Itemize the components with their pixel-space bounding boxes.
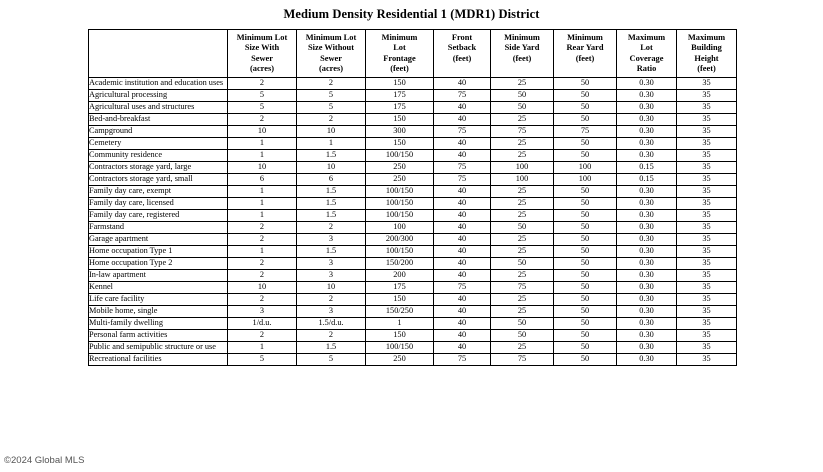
cell-use-label: Kennel (89, 282, 228, 294)
cell-value: 100 (491, 174, 554, 186)
cell-value: 35 (677, 270, 737, 282)
cell-value: 300 (366, 126, 434, 138)
column-header-use (89, 30, 228, 78)
cell-value: 40 (434, 246, 491, 258)
table-row (89, 246, 737, 258)
cell-value: 35 (677, 222, 737, 234)
cell-value: 100 (554, 174, 617, 186)
cell-value: 35 (677, 162, 737, 174)
cell-value: 40 (434, 318, 491, 330)
cell-value: 35 (677, 234, 737, 246)
cell-value: 40 (434, 198, 491, 210)
cell-value: 35 (677, 246, 737, 258)
cell-value: 5 (297, 90, 366, 102)
cell-value: 3 (297, 306, 366, 318)
cell-value: 0.30 (617, 354, 677, 366)
table-row (89, 198, 737, 210)
cell-value: 35 (677, 78, 737, 90)
cell-value: 100/150 (366, 246, 434, 258)
cell-value: 50 (554, 306, 617, 318)
cell-use-label: Agricultural processing (89, 90, 228, 102)
cell-value: 50 (554, 294, 617, 306)
table-row (89, 234, 737, 246)
cell-value: 50 (491, 318, 554, 330)
cell-value: 1.5 (297, 186, 366, 198)
cell-value: 50 (554, 150, 617, 162)
cell-use-label: Agricultural uses and structures (89, 102, 228, 114)
cell-value: 1 (228, 342, 297, 354)
cell-value: 1 (228, 198, 297, 210)
cell-value: 100 (366, 222, 434, 234)
cell-value: 25 (491, 294, 554, 306)
table-row (89, 330, 737, 342)
table-row (89, 78, 737, 90)
cell-value: 1 (297, 138, 366, 150)
column-header-front-setback: Front Setback (feet) (434, 30, 491, 78)
cell-value: 2 (228, 234, 297, 246)
cell-use-label: Farmstand (89, 222, 228, 234)
table-row (89, 174, 737, 186)
cell-value: 75 (554, 126, 617, 138)
cell-value: 175 (366, 90, 434, 102)
page-title: Medium Density Residential 1 (MDR1) District (283, 7, 540, 21)
cell-value: 2 (297, 114, 366, 126)
cell-value: 0.30 (617, 342, 677, 354)
cell-value: 50 (554, 258, 617, 270)
cell-value: 1 (228, 246, 297, 258)
table-row (89, 138, 737, 150)
cell-value: 5 (228, 354, 297, 366)
copyright-notice: ©2024 Global MLS (4, 455, 85, 466)
cell-value: 3 (228, 306, 297, 318)
table-row (89, 126, 737, 138)
cell-value: 40 (434, 258, 491, 270)
cell-value: 75 (434, 126, 491, 138)
cell-value: 50 (554, 138, 617, 150)
cell-value: 1 (228, 186, 297, 198)
cell-value: 2 (228, 258, 297, 270)
cell-value: 40 (434, 222, 491, 234)
cell-value: 1 (366, 318, 434, 330)
cell-value: 150/250 (366, 306, 434, 318)
cell-value: 50 (554, 222, 617, 234)
cell-value: 150 (366, 138, 434, 150)
cell-value: 0.30 (617, 234, 677, 246)
cell-value: 50 (491, 222, 554, 234)
table-row (89, 150, 737, 162)
cell-value: 50 (554, 330, 617, 342)
cell-value: 0.30 (617, 294, 677, 306)
cell-value: 25 (491, 198, 554, 210)
zoning-table-container (88, 29, 736, 366)
cell-value: 40 (434, 342, 491, 354)
cell-value: 25 (491, 114, 554, 126)
cell-value: 5 (297, 102, 366, 114)
cell-use-label: Mobile home, single (89, 306, 228, 318)
cell-value: 40 (434, 186, 491, 198)
zoning-dimensional-table (88, 29, 737, 366)
cell-value: 10 (228, 126, 297, 138)
table-row (89, 102, 737, 114)
cell-value: 0.30 (617, 90, 677, 102)
cell-value: 25 (491, 342, 554, 354)
table-row (89, 90, 737, 102)
cell-value: 25 (491, 78, 554, 90)
cell-value: 0.30 (617, 330, 677, 342)
cell-value: 0.30 (617, 114, 677, 126)
cell-value: 50 (491, 258, 554, 270)
cell-value: 3 (297, 270, 366, 282)
cell-value: 175 (366, 282, 434, 294)
cell-value: 2 (228, 222, 297, 234)
cell-value: 1 (228, 138, 297, 150)
cell-value: 150/200 (366, 258, 434, 270)
cell-value: 5 (228, 90, 297, 102)
table-header-row (89, 30, 737, 78)
cell-value: 50 (554, 114, 617, 126)
cell-value: 1 (228, 150, 297, 162)
cell-value: 250 (366, 354, 434, 366)
cell-value: 25 (491, 150, 554, 162)
cell-value: 2 (228, 114, 297, 126)
cell-value: 2 (228, 330, 297, 342)
cell-value: 5 (297, 354, 366, 366)
table-row (89, 210, 737, 222)
cell-value: 200/300 (366, 234, 434, 246)
cell-value: 50 (554, 186, 617, 198)
cell-value: 35 (677, 138, 737, 150)
cell-value: 75 (434, 174, 491, 186)
column-header-min-lot-size-with-sewer: Minimum Lot Size With Sewer (acres) (228, 30, 297, 78)
cell-value: 35 (677, 318, 737, 330)
cell-value: 50 (554, 90, 617, 102)
cell-value: 1.5 (297, 342, 366, 354)
cell-value: 35 (677, 174, 737, 186)
cell-value: 50 (554, 282, 617, 294)
cell-use-label: Personal farm activities (89, 330, 228, 342)
cell-value: 200 (366, 270, 434, 282)
cell-value: 1.5 (297, 210, 366, 222)
cell-value: 50 (491, 330, 554, 342)
cell-value: 35 (677, 294, 737, 306)
cell-value: 0.30 (617, 138, 677, 150)
cell-value: 0.30 (617, 126, 677, 138)
cell-value: 100/150 (366, 150, 434, 162)
cell-value: 150 (366, 114, 434, 126)
cell-value: 1.5/d.u. (297, 318, 366, 330)
cell-use-label: Life care facility (89, 294, 228, 306)
cell-value: 40 (434, 330, 491, 342)
cell-value: 75 (491, 354, 554, 366)
cell-value: 50 (554, 246, 617, 258)
cell-value: 40 (434, 78, 491, 90)
cell-value: 2 (297, 222, 366, 234)
cell-value: 0.15 (617, 162, 677, 174)
cell-value: 150 (366, 330, 434, 342)
cell-value: 50 (554, 102, 617, 114)
cell-value: 1.5 (297, 246, 366, 258)
cell-value: 50 (554, 342, 617, 354)
cell-use-label: Multi-family dwelling (89, 318, 228, 330)
cell-value: 2 (228, 78, 297, 90)
cell-use-label: Cemetery (89, 138, 228, 150)
column-header-min-side-yard: Minimum Side Yard (feet) (491, 30, 554, 78)
cell-value: 35 (677, 150, 737, 162)
cell-use-label: Home occupation Type 1 (89, 246, 228, 258)
cell-value: 0.30 (617, 102, 677, 114)
table-row (89, 270, 737, 282)
cell-value: 35 (677, 306, 737, 318)
cell-value: 150 (366, 78, 434, 90)
cell-value: 2 (228, 270, 297, 282)
cell-value: 25 (491, 138, 554, 150)
cell-value: 6 (297, 174, 366, 186)
cell-use-label: Family day care, licensed (89, 198, 228, 210)
cell-value: 10 (228, 282, 297, 294)
cell-value: 75 (434, 282, 491, 294)
cell-use-label: Family day care, exempt (89, 186, 228, 198)
cell-value: 0.30 (617, 282, 677, 294)
cell-value: 100/150 (366, 186, 434, 198)
cell-value: 40 (434, 306, 491, 318)
column-header-max-building-height: Maximum Building Height (feet) (677, 30, 737, 78)
cell-value: 1 (228, 210, 297, 222)
cell-value: 10 (297, 126, 366, 138)
table-row (89, 258, 737, 270)
cell-value: 35 (677, 330, 737, 342)
cell-value: 35 (677, 210, 737, 222)
table-row (89, 354, 737, 366)
cell-value: 2 (297, 330, 366, 342)
table-row (89, 294, 737, 306)
cell-use-label: Recreational facilities (89, 354, 228, 366)
table-row (89, 114, 737, 126)
cell-value: 150 (366, 294, 434, 306)
cell-value: 75 (434, 90, 491, 102)
cell-value: 35 (677, 282, 737, 294)
cell-value: 40 (434, 210, 491, 222)
cell-value: 35 (677, 102, 737, 114)
cell-use-label: Contractors storage yard, large (89, 162, 228, 174)
table-row (89, 306, 737, 318)
cell-value: 0.30 (617, 150, 677, 162)
cell-value: 0.30 (617, 198, 677, 210)
cell-use-label: Home occupation Type 2 (89, 258, 228, 270)
table-row (89, 342, 737, 354)
table-body (89, 78, 737, 366)
cell-value: 0.30 (617, 258, 677, 270)
cell-value: 35 (677, 186, 737, 198)
cell-value: 50 (554, 78, 617, 90)
cell-value: 40 (434, 114, 491, 126)
cell-value: 35 (677, 126, 737, 138)
table-row (89, 186, 737, 198)
cell-value: 2 (297, 294, 366, 306)
cell-value: 40 (434, 102, 491, 114)
cell-value: 1/d.u. (228, 318, 297, 330)
cell-value: 50 (491, 102, 554, 114)
cell-value: 250 (366, 162, 434, 174)
cell-value: 50 (554, 318, 617, 330)
cell-value: 10 (228, 162, 297, 174)
cell-value: 100 (491, 162, 554, 174)
cell-value: 50 (554, 198, 617, 210)
cell-use-label: Campground (89, 126, 228, 138)
cell-value: 40 (434, 150, 491, 162)
column-header-min-lot-size-without-sewer: Minimum Lot Size Without Sewer (acres) (297, 30, 366, 78)
table-row (89, 282, 737, 294)
cell-value: 2 (228, 294, 297, 306)
cell-value: 250 (366, 174, 434, 186)
cell-value: 50 (554, 270, 617, 282)
column-header-min-lot-frontage: Minimum Lot Frontage (feet) (366, 30, 434, 78)
cell-value: 35 (677, 114, 737, 126)
cell-value: 10 (297, 162, 366, 174)
cell-value: 50 (491, 90, 554, 102)
column-header-min-rear-yard: Minimum Rear Yard (feet) (554, 30, 617, 78)
cell-value: 40 (434, 270, 491, 282)
cell-value: 100/150 (366, 198, 434, 210)
cell-value: 0.30 (617, 306, 677, 318)
cell-value: 40 (434, 138, 491, 150)
cell-use-label: Public and semipublic structure or use (89, 342, 228, 354)
cell-value: 2 (297, 78, 366, 90)
cell-value: 3 (297, 234, 366, 246)
cell-use-label: Academic institution and education uses (89, 78, 228, 90)
cell-value: 0.30 (617, 186, 677, 198)
cell-value: 100/150 (366, 342, 434, 354)
cell-value: 1.5 (297, 198, 366, 210)
table-header (89, 30, 737, 78)
column-header-max-lot-coverage-ratio: Maximum Lot Coverage Ratio (617, 30, 677, 78)
table-row (89, 162, 737, 174)
cell-value: 50 (554, 234, 617, 246)
cell-value: 0.30 (617, 210, 677, 222)
cell-value: 75 (491, 282, 554, 294)
cell-value: 0.30 (617, 222, 677, 234)
cell-value: 25 (491, 210, 554, 222)
cell-use-label: In-law apartment (89, 270, 228, 282)
cell-use-label: Family day care, registered (89, 210, 228, 222)
cell-value: 35 (677, 354, 737, 366)
cell-value: 100 (554, 162, 617, 174)
cell-value: 35 (677, 342, 737, 354)
cell-value: 50 (554, 210, 617, 222)
cell-value: 1.5 (297, 150, 366, 162)
cell-use-label: Community residence (89, 150, 228, 162)
cell-use-label: Bed-and-breakfast (89, 114, 228, 126)
cell-value: 0.15 (617, 174, 677, 186)
cell-value: 0.30 (617, 78, 677, 90)
cell-value: 75 (434, 162, 491, 174)
cell-value: 0.30 (617, 270, 677, 282)
cell-value: 3 (297, 258, 366, 270)
cell-value: 0.30 (617, 318, 677, 330)
cell-value: 10 (297, 282, 366, 294)
cell-value: 75 (434, 354, 491, 366)
cell-value: 25 (491, 186, 554, 198)
cell-value: 75 (491, 126, 554, 138)
cell-use-label: Contractors storage yard, small (89, 174, 228, 186)
cell-value: 175 (366, 102, 434, 114)
cell-value: 35 (677, 198, 737, 210)
cell-value: 35 (677, 90, 737, 102)
cell-value: 50 (554, 354, 617, 366)
table-row (89, 318, 737, 330)
cell-value: 25 (491, 306, 554, 318)
cell-value: 25 (491, 270, 554, 282)
cell-value: 25 (491, 234, 554, 246)
cell-value: 40 (434, 234, 491, 246)
cell-value: 35 (677, 258, 737, 270)
table-row (89, 222, 737, 234)
cell-value: 40 (434, 294, 491, 306)
cell-use-label: Garage apartment (89, 234, 228, 246)
cell-value: 25 (491, 246, 554, 258)
cell-value: 100/150 (366, 210, 434, 222)
cell-value: 5 (228, 102, 297, 114)
cell-value: 0.30 (617, 246, 677, 258)
cell-value: 6 (228, 174, 297, 186)
